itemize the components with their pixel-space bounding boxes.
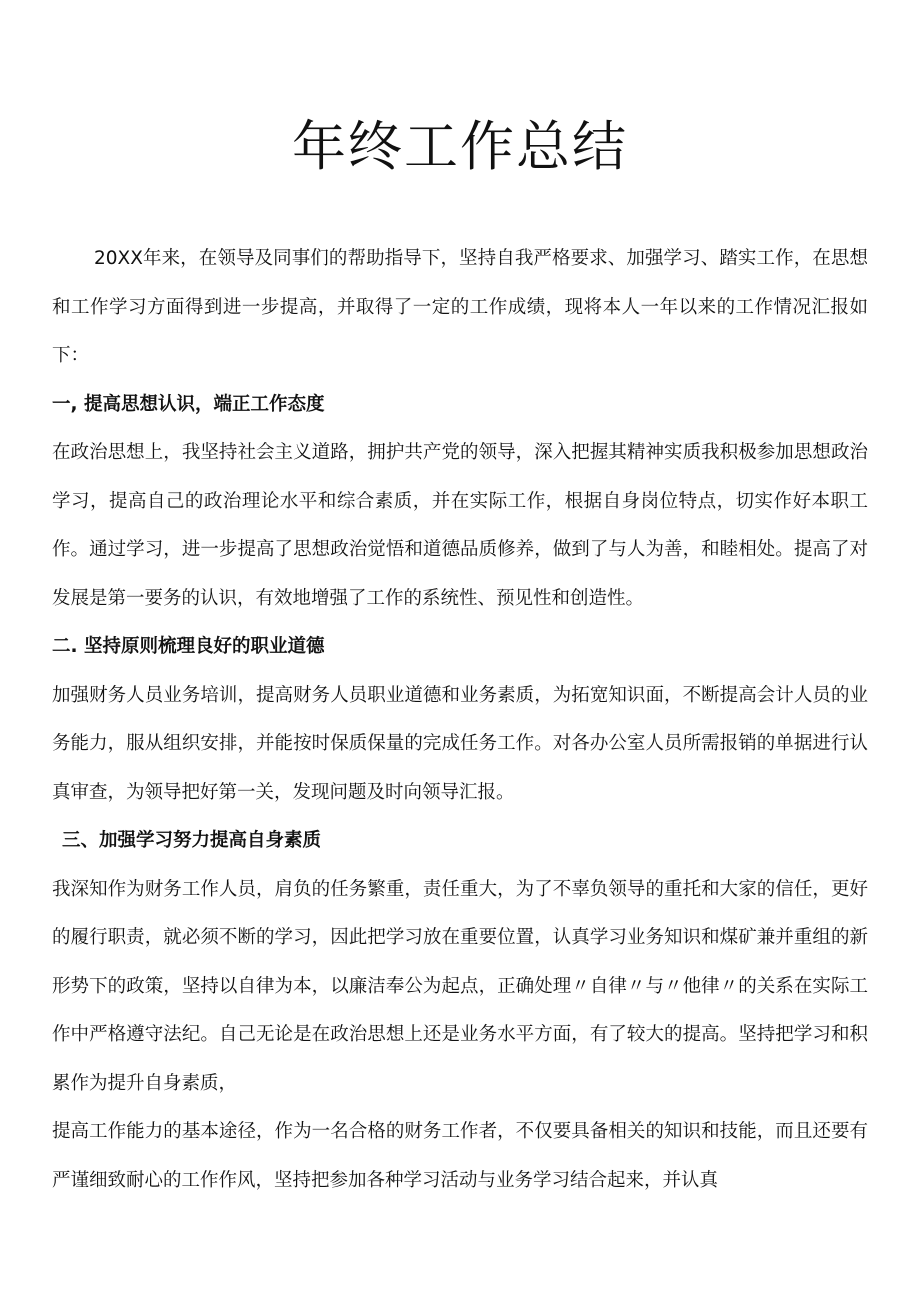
section-3-paragraph-1: 我深知作为财务工作人员，肩负的任务繁重，责任重大，为了不辜负领导的重托和大家的信任，更好的履行职责，就必须不断的学习，因此把学习放在重要位置，认真学习业务知识和煤矿兼并重组的新形势下的政策，坚持以自律为本，以廉洁奉公为起点，正确处理〃自律〃与〃他律〃的关系在实际工作中严格遵守法纪。自己无论是在政治思想上还是业务水平方面，有了较大的提高。坚持把学习和积累作为提升自身素质， xyxy=(52,878,868,1094)
section-heading-1: 一, 提高思想认识，端正工作态度 xyxy=(52,393,325,415)
intro-paragraph: 20XX年来，在领导及同事们的帮助指导下，坚持自我严格要求、加强学习、踏实工作，在思想和工作学习方面得到进一步提高，并取得了一定的工作成绩，现将本人一年以来的工作情况汇报如下： xyxy=(52,248,868,366)
document-title: 年终工作总结 xyxy=(292,115,628,178)
document-body xyxy=(52,235,868,1205)
section-2-paragraph: 加强财务人员业务培训，提高财务人员职业道德和业务素质，为拓宽知识面，不断提高会计人员的业务能力，服从组织安排，并能按时保质保量的完成任务工作。对各办公室人员所需报销的单据进行认真审查，为领导把好第一关，发现问题及时向领导汇报。 xyxy=(52,684,868,803)
section-3-paragraph-2: 提高工作能力的基本途径，作为一名合格的财务工作者，不仅要具备相关的知识和技能，而且还要有严谨细致耐心的工作作风，坚持把参加各种学习活动与业务学习结合起来，并认真 xyxy=(52,1121,868,1191)
section-1-paragraph: 在政治思想上，我坚持社会主义道路，拥护共产党的领导，深入把握其精神实质我积极参加思想政治学习，提高自己的政治理论水平和综合素质，并在实际工作，根据自身岗位特点，切实作好本职工作。通过学习，进一步提高了思想政治觉悟和道德品质修养，做到了与人为善，和睦相处。提高了对发展是第一要务的认识，有效地增强了工作的系统性、预见性和创造性。 xyxy=(52,442,868,609)
section-heading-3: 三、加强学习努力提高自身素质 xyxy=(62,830,322,851)
section-heading-2: 二. 坚持原则梳理良好的职业道德 xyxy=(52,636,325,657)
